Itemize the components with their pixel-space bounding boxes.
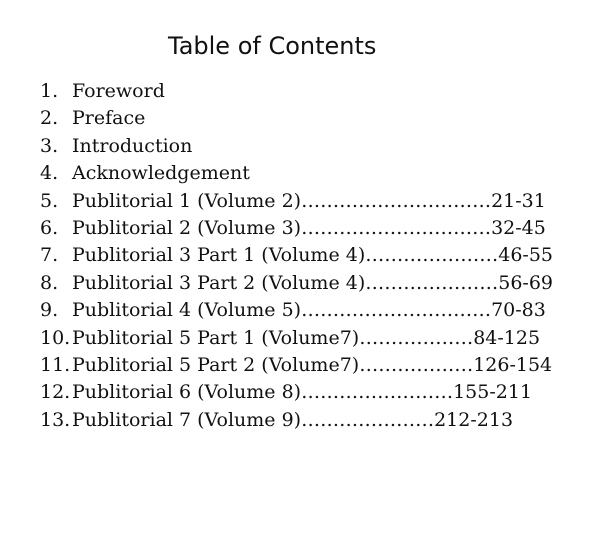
toc-entry-number: 2.: [40, 107, 59, 130]
toc-entry: [40, 78, 553, 105]
toc-entry-number: 4.: [40, 162, 59, 185]
toc-entry: [40, 242, 553, 269]
toc-entry-text: Publitorial 1 (Volume 2)…………………………21-31: [72, 189, 546, 212]
toc-entry-text: Publitorial 3 Part 2 (Volume 4)…………………56-69: [72, 271, 554, 294]
toc-entry: [40, 352, 553, 379]
toc-entry-number: 11.: [40, 353, 71, 376]
toc-entry-number: 5.: [40, 189, 59, 212]
toc-entry-number: 6.: [40, 216, 59, 239]
toc-entry-text: Publitorial 4 (Volume 5)…………………………70-83: [72, 299, 546, 322]
toc-entry-text: Preface: [72, 107, 146, 130]
toc-entry-number: 8.: [40, 271, 59, 294]
toc-entry-number: 7.: [40, 244, 59, 267]
toc-entry-number: 9.: [40, 299, 59, 322]
toc-entry: [40, 297, 553, 324]
toc-entry: [40, 105, 553, 132]
toc-entry: [40, 133, 553, 160]
toc-entry: [40, 270, 553, 297]
toc-entry-text: Publitorial 6 (Volume 8)……………………155-211: [72, 381, 533, 404]
toc-entry-text: Publitorial 7 (Volume 9)…………………212-213: [72, 408, 514, 431]
toc-entry-number: 12.: [40, 381, 71, 404]
toc-entry: [40, 160, 553, 187]
toc-entry-text: Acknowledgement: [72, 162, 250, 185]
toc-list: [40, 78, 553, 434]
toc-entry-text: Publitorial 5 Part 1 (Volume7)………………84-125: [72, 326, 541, 349]
toc-entry-text: Foreword: [72, 80, 165, 102]
toc-entry: [40, 188, 553, 215]
toc-entry: [40, 379, 553, 406]
toc-entry-number: 3.: [40, 134, 59, 157]
toc-entry-text: Publitorial 2 (Volume 3)…………………………32-45: [72, 216, 546, 239]
toc-entry: [40, 215, 553, 242]
toc-entry: [40, 407, 553, 434]
page-title: Table of Contents: [168, 32, 377, 60]
toc-entry-text: Introduction: [72, 134, 193, 157]
toc-entry: [40, 325, 553, 352]
toc-entry-number: 1.: [40, 80, 59, 102]
toc-entry-text: Publitorial 5 Part 2 (Volume7)………………126-154: [72, 353, 553, 376]
toc-entry-number: 13.: [40, 408, 71, 431]
toc-entry-number: 10.: [40, 326, 71, 349]
toc-entry-text: Publitorial 3 Part 1 (Volume 4)…………………46-55: [72, 244, 554, 267]
